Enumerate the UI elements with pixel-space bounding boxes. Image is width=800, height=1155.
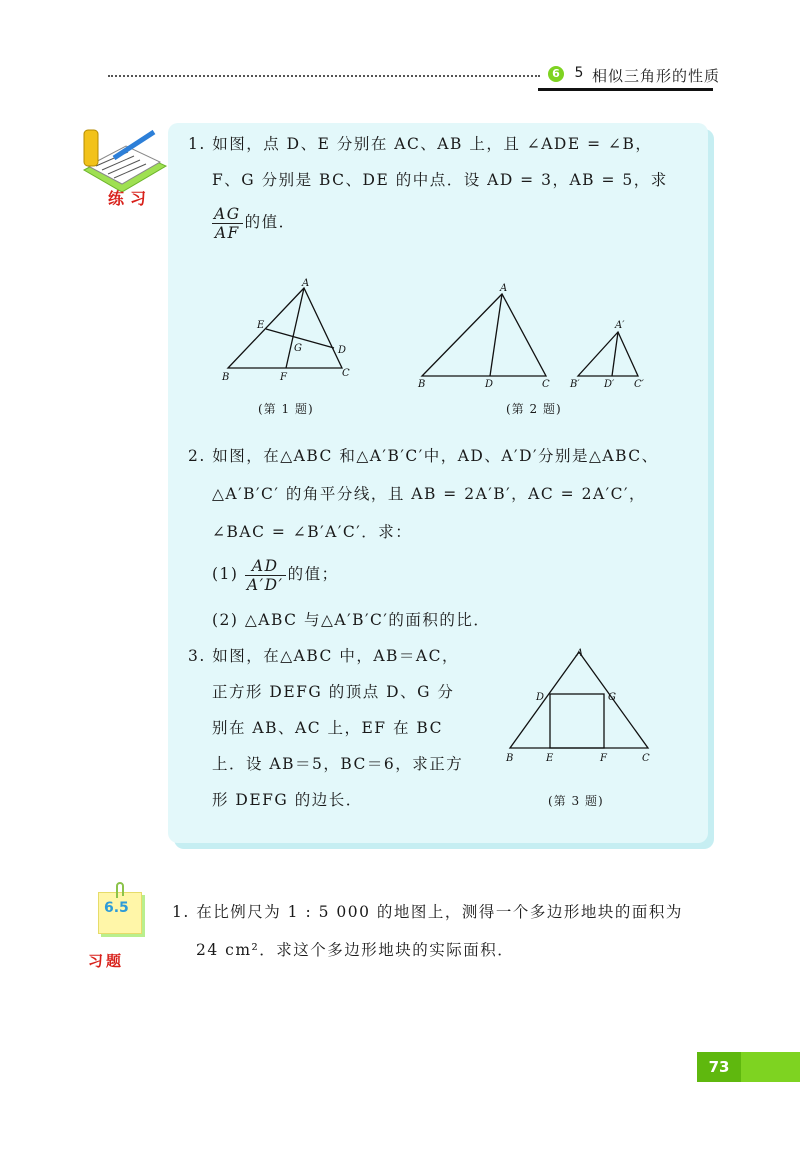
q2-sub1-fraction [245,557,286,594]
question-3 [188,638,459,674]
fig1-label-a: A [302,278,310,289]
exercise-question-1 [172,894,732,930]
q1-frac-den: AF [214,223,240,242]
exercise-section-number: 6.5 [104,900,129,916]
q2-frac-den: A′D′ [246,575,284,594]
practice-label: 练习 [108,189,153,208]
fig2-label-b: B [418,379,426,390]
q1-line3 [212,204,296,242]
fig2-label-c-prime: C′ [634,379,644,390]
fig3-label-f: F [600,753,607,764]
q3-line4: 上．设 AB＝5，BC＝6，求正方 [212,755,464,773]
exercise-q1-line1: 在比例尺为 1 : 5 000 的地图上，测得一个多边形地块的面积为 [196,903,683,921]
fig2-label-a-prime: A′ [615,320,625,331]
exercise-q1-line2: 24 cm²．求这个多边形地块的实际面积． [196,941,515,959]
q3-line5: 形 DEFG 的边长． [212,791,363,809]
question-1 [188,126,698,162]
figure-1 [218,276,358,386]
fig2-label-b-prime: B′ [570,379,580,390]
figure-3 [502,646,662,766]
q2-frac-num: AD [245,557,286,576]
fig3-label-e: E [546,753,554,764]
section-number [548,65,583,82]
q2-number: 2. [188,447,206,465]
q1-tail: 的值． [244,213,296,231]
q3-number: 3. [188,647,206,665]
fig1-label-d: D [338,345,347,356]
section-title: 相似三角形的性质 [592,67,721,85]
q2-sub2: (2) △ABC 与△A′B′C′的面积的比． [212,611,491,629]
fig1-label-g: G [294,343,302,354]
notebook-pencil-icon [70,122,170,194]
q1-line1: 如图，点 D、E 分别在 AC、AB 上，且 ∠ADE = ∠B， [212,135,653,153]
q2-sub1-tail: 的值； [287,565,339,583]
fig3-label-c: C [642,753,650,764]
q3-line1: 如图，在△ABC 中，AB＝AC， [212,647,459,665]
fig2-label-a: A [500,283,508,294]
q2-line2: △A′B′C′ 的角平分线，且 AB = 2A′B′，AC = 2A′C′， [212,485,647,503]
q3-line2: 正方形 DEFG 的顶点 D、G 分 [212,683,455,701]
page-number: 73 [697,1052,741,1082]
q2-sub1-prefix: (1) [212,565,239,583]
fig2-label-d-prime: D′ [604,379,615,390]
q1-number: 1. [188,135,206,153]
fig3-label-g: G [608,692,616,703]
fig3-label-d: D [536,692,545,703]
header-dotted-rule [108,75,540,77]
figure-3-caption: (第 3 题) [548,794,604,808]
header-rule [538,88,713,91]
fig3-label-a: A [576,648,584,659]
section-number-sub: 5 [574,65,584,81]
q1-line2: F、G 分别是 BC、DE 的中点．设 AD = 3，AB = 5，求 [212,171,668,189]
figure-1-caption: (第 1 题) [258,402,314,416]
fig1-label-e: E [257,320,265,331]
q3-line3: 别在 AB、AC 上，EF 在 BC [212,719,443,737]
exercise-q1-number: 1. [172,903,190,921]
q2-line1: 如图，在△ABC 和△A′B′C′中，AD、A′D′分别是△ABC、 [212,447,659,465]
exercise-label: 习题 [88,952,125,970]
figure-2-caption: (第 2 题) [506,402,562,416]
fig1-label-b: B [222,372,230,383]
fig1-label-f: F [280,372,287,383]
paperclip-icon [113,882,125,900]
section-number-main: 6 [548,66,564,82]
fig3-label-b: B [506,753,514,764]
question-2 [188,438,703,474]
fig2-label-d: D [485,379,494,390]
q1-fraction [212,205,243,242]
q1-frac-num: AG [214,204,241,223]
q2-line3: ∠BAC = ∠B′A′C′．求： [212,523,413,541]
figure-2 [412,280,662,390]
q2-sub1 [212,556,339,594]
fig2-label-c: C [542,379,550,390]
fig1-label-c: C [342,368,350,379]
